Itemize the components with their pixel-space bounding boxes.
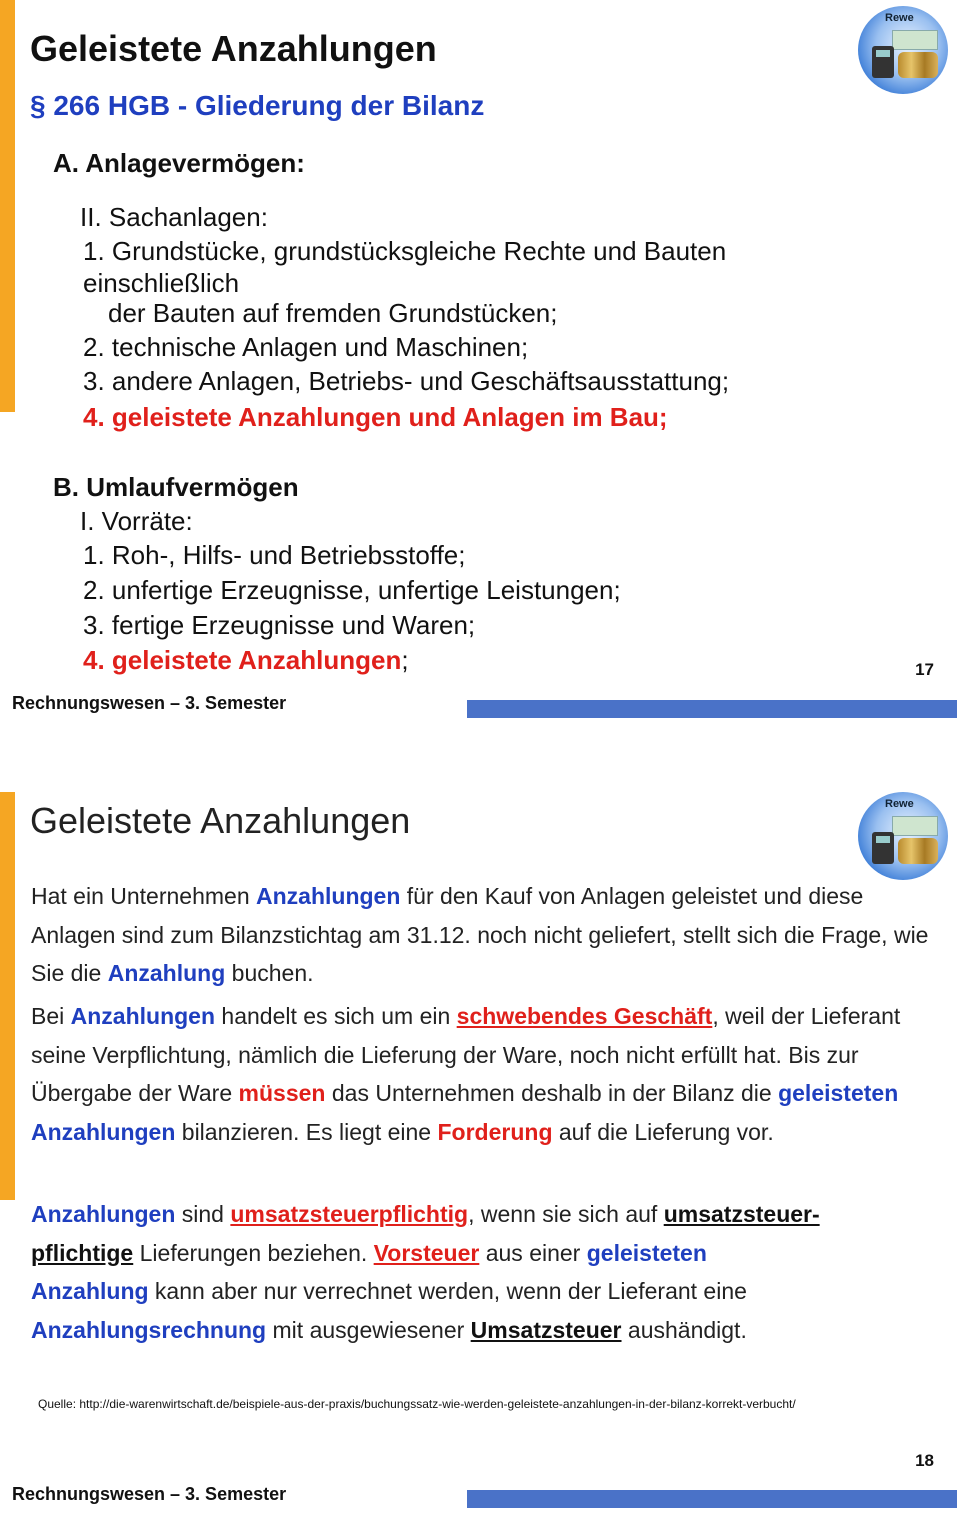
slide-subtitle: § 266 HGB - Gliederung der Bilanz <box>30 90 485 121</box>
section-b-group: I. Vorräte: <box>80 506 193 536</box>
list-item: einschließlich <box>83 268 240 298</box>
paragraph-1: Hat ein Unternehmen Anzahlungen für den Kauf von Anlagen geleistet und diese Anlagen sind zum Bilanzstichtag am 31.12. noch nicht geliefert, stellt sich die Frage, wie Sie die Anzahlung buchen. <box>31 883 929 986</box>
list-item-highlight: 4. geleistete Anzahlungen und Anlagen im Bau; <box>83 402 668 432</box>
footer-label: Rechnungswesen – 3. Semester <box>12 693 287 713</box>
page-number: 17 <box>915 660 934 679</box>
rewe-logo-icon: Rewe <box>858 6 948 94</box>
slide-18 <box>0 770 960 1515</box>
list-item: 2. technische Anlagen und Maschinen; <box>83 332 529 362</box>
list-item: der Bauten auf fremden Grundstücken; <box>108 298 558 328</box>
list-item: 2. unfertige Erzeugnisse, unfertige Leistungen; <box>83 575 621 605</box>
footer-label: Rechnungswesen – 3. Semester <box>12 1484 287 1504</box>
footer-bar <box>467 700 957 718</box>
paragraph-3: Anzahlungen sind umsatzsteuerpflichtig, wenn sie sich auf umsatzsteuer- pflichtige Lieferungen beziehen. Vorsteuer aus einer geleisteten Anzahlung kann aber nur verrechnet werden, wenn der Lieferant eine Anzahlungsrechnung mit ausgewiesener Umsatzsteuer aushändigt. <box>31 1201 820 1343</box>
list-item: 1. Roh-, Hilfs- und Betriebsstoffe; <box>83 540 466 570</box>
page-number: 18 <box>915 1451 934 1470</box>
list-item: 3. andere Anlagen, Betriebs- und Geschäftsausstattung; <box>83 366 730 396</box>
footer-bar <box>467 1490 957 1508</box>
section-b-heading: B. Umlaufvermögen <box>53 472 299 502</box>
rewe-logo-icon: Rewe <box>858 792 948 880</box>
list-item: 1. Grundstücke, grundstücksgleiche Rechte und Bauten <box>83 236 727 266</box>
section-a-heading: A. Anlagevermögen: <box>53 148 305 178</box>
list-item-highlight: 4. geleistete Anzahlungen; <box>83 645 409 675</box>
slide-title: Geleistete Anzahlungen <box>30 28 437 69</box>
accent-bar <box>0 0 15 412</box>
slide-17 <box>0 0 960 730</box>
paragraph-2: Bei Anzahlungen handelt es sich um ein schwebendes Geschäft, weil der Lieferant seine Verpflichtung, nämlich die Lieferung der Ware, noch nicht erfüllt hat. Bis zur Übergabe der Ware müssen das Unternehmen deshalb in der Bilanz die geleisteten Anzahlungen bilanzieren. Es liegt eine Forderung auf die Lieferung vor. <box>31 1003 901 1145</box>
source-citation: Quelle: http://die-warenwirtschaft.de/beispiele-aus-der-praxis/buchungssatz-wie-werden-geleistete-anzahlungen-in-der-bilanz-korrekt-verbucht/ <box>38 1397 796 1411</box>
list-item: 3. fertige Erzeugnisse und Waren; <box>83 610 476 640</box>
slide-title: Geleistete Anzahlungen <box>30 800 411 841</box>
accent-bar <box>0 792 15 1200</box>
section-a-group: II. Sachanlagen: <box>80 202 268 232</box>
